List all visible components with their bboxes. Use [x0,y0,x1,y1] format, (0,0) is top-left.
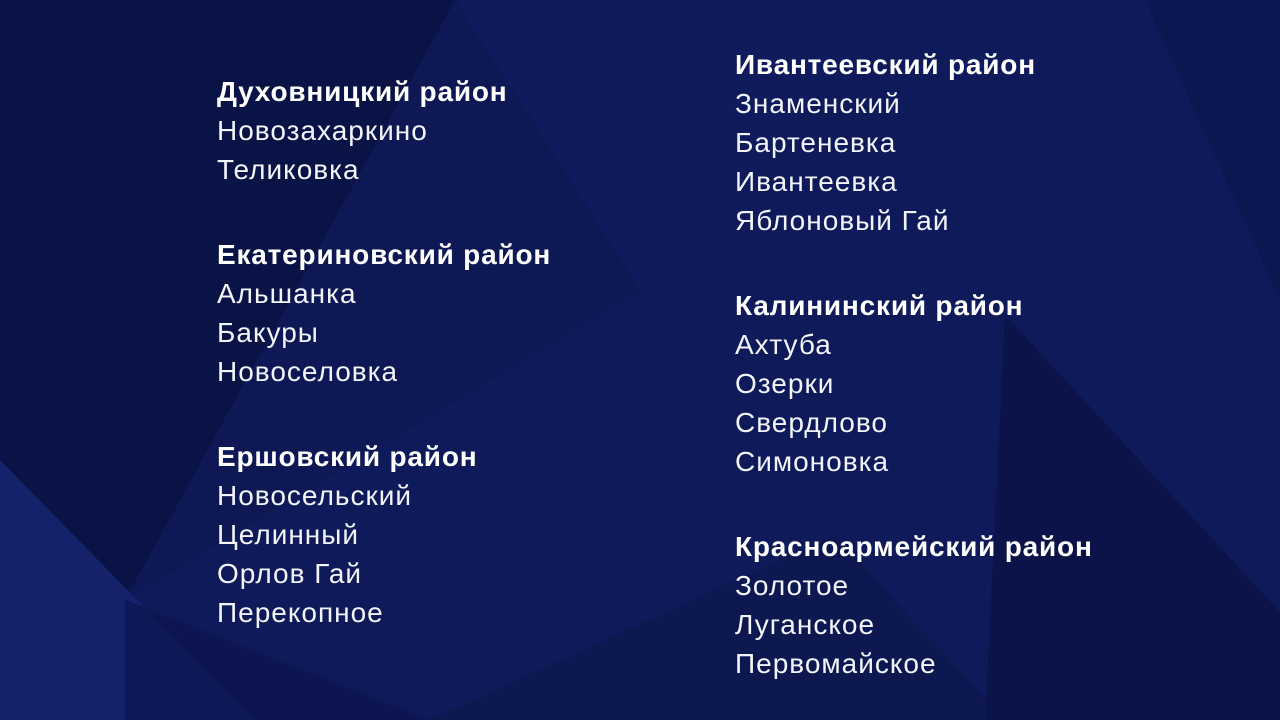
district-title: Ивантеевский район [735,49,1036,80]
district-title: Екатериновский район [217,239,552,270]
settlement-name: Яблоновый Гай [735,205,950,236]
settlement-name: Новозахаркино [217,115,428,146]
settlement-name: Ахтуба [735,329,832,360]
settlement-list [735,566,1093,683]
settlement-name: Первомайское [735,648,937,679]
district-block [735,527,1093,683]
settlement-name: Бакуры [217,317,319,348]
settlement-name: Симоновка [735,446,890,477]
district-title: Калининский район [735,290,1024,321]
settlement-name: Свердлово [735,407,888,438]
settlement-list [735,84,1093,240]
district-block [217,72,551,189]
settlement-name: Новосельский [217,480,413,511]
district-title: Красноармейский район [735,531,1093,562]
settlement-name: Орлов Гай [217,558,363,589]
settlement-name: Новоселовка [217,356,399,387]
settlement-name: Золотое [735,570,850,601]
settlement-name: Теликовка [217,154,360,185]
district-block [735,286,1093,481]
settlement-name: Озерки [735,368,835,399]
column-left [217,72,551,678]
district-block [217,235,551,391]
settlement-list [217,274,551,391]
settlement-name: Ивантеевка [735,166,898,197]
district-block [217,437,551,632]
settlement-name: Целинный [217,519,360,550]
settlement-name: Знаменский [735,88,901,119]
district-block [735,45,1093,240]
settlement-name: Луганское [735,609,876,640]
settlement-name: Альшанка [217,278,357,309]
settlement-name: Бартеневка [735,127,897,158]
settlement-list [217,476,551,632]
district-title: Духовницкий район [217,76,508,107]
settlement-list [735,325,1093,481]
district-title: Ершовский район [217,441,478,472]
settlement-name: Перекопное [217,597,384,628]
settlement-list [217,111,551,189]
column-right [735,45,1093,720]
